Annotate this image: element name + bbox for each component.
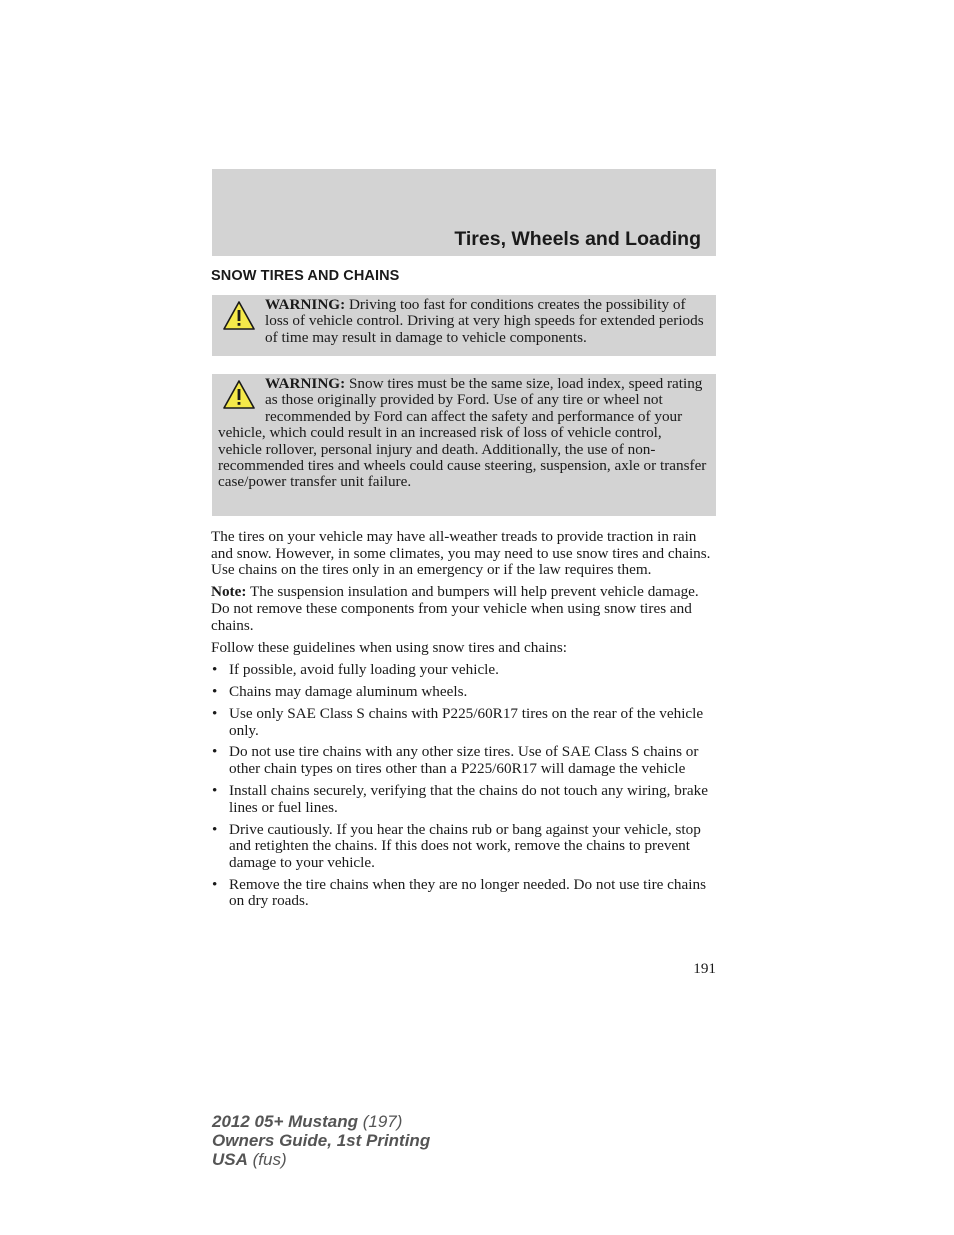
bullet-glyph: •	[212, 682, 218, 700]
note-text: The suspension insulation and bumpers will help prevent vehicle damage. Do not remove these components from your vehicle when using snow tires and chains.	[211, 583, 699, 634]
bullet-glyph: •	[212, 660, 218, 678]
list-item: • If possible, avoid fully loading your vehicle.	[212, 660, 499, 678]
guidelines-list	[211, 662, 717, 910]
list-item: • Install chains securely, verifying that the chains do not touch any wiring, brake lines or fuel lines.	[212, 782, 708, 816]
list-item: • Do not use tire chains with any other size tires. Use of SAE Class S chains or other chain types on tires other than a P225/60R17 will damage the vehicle	[212, 743, 699, 778]
list-item: • Drive cautiously. If you hear the chains rub or bang against your vehicle, stop and retighten the chains. If this does not work, remove the chains to prevent damage to your vehicle.	[212, 820, 701, 871]
footer-line-region: USA (fus)	[212, 1150, 287, 1169]
note-label: Note:	[211, 583, 247, 601]
intro-paragraph: The tires on your vehicle may have all-weather treads to provide traction in rain and snow. However, in some climates, you may need to use snow tires and chains. Use chains on the tires only in an emergency or if the law requires them.	[211, 528, 711, 579]
warning-text: Driving too fast for conditions creates the possibility of loss of vehicle control. Driving at very high speeds for extended periods of time may result in damage to vehicle components.	[265, 296, 704, 346]
footer-line-guide: Owners Guide, 1st Printing	[212, 1131, 431, 1150]
guidelines-intro: Follow these guidelines when using snow tires and chains:	[211, 638, 568, 656]
page-number: 191	[693, 960, 716, 977]
list-item: • Use only SAE Class S chains with P225/60R17 tires on the rear of the vehicle only.	[212, 704, 704, 739]
bullet-glyph: •	[212, 704, 218, 722]
note-paragraph	[211, 584, 717, 634]
section-heading: SNOW TIRES AND CHAINS	[211, 268, 400, 284]
chapter-header-band	[212, 169, 716, 256]
bullet-glyph: •	[212, 875, 218, 893]
body-content	[211, 529, 717, 915]
bullet-glyph: •	[212, 820, 218, 838]
list-item: • Remove the tire chains when they are no longer needed. Do not use tire chains on dry roads.	[212, 875, 706, 910]
print-footer	[212, 1112, 430, 1169]
warning-label: WARNING:	[265, 375, 346, 392]
list-item: • Chains may damage aluminum wheels.	[212, 682, 468, 700]
warning-box-snow-tires	[212, 374, 716, 516]
warning-triangle-icon	[222, 379, 256, 411]
bullet-glyph: •	[212, 782, 218, 800]
warning-triangle-icon	[222, 300, 256, 332]
warning-text: Snow tires must be the same size, load index, speed rating as those originally provided by Ford. Use of any tire or wheel not recommended by Ford can affect the safety and performance of your vehicle, which could result in an increased risk of loss of vehicle control, vehicle rollover, personal injury and death. Additionally, the use of non-recommended tires and wheels could cause steering, suspension, axle or transfer case/power transfer unit failure.	[218, 375, 707, 491]
chapter-title: Tires, Wheels and Loading	[454, 228, 701, 250]
warning-box-speed	[212, 295, 716, 356]
footer-line-model: 2012 05+ Mustang (197)	[212, 1112, 403, 1131]
bullet-glyph: •	[212, 743, 218, 761]
warning-label: WARNING:	[265, 296, 346, 313]
